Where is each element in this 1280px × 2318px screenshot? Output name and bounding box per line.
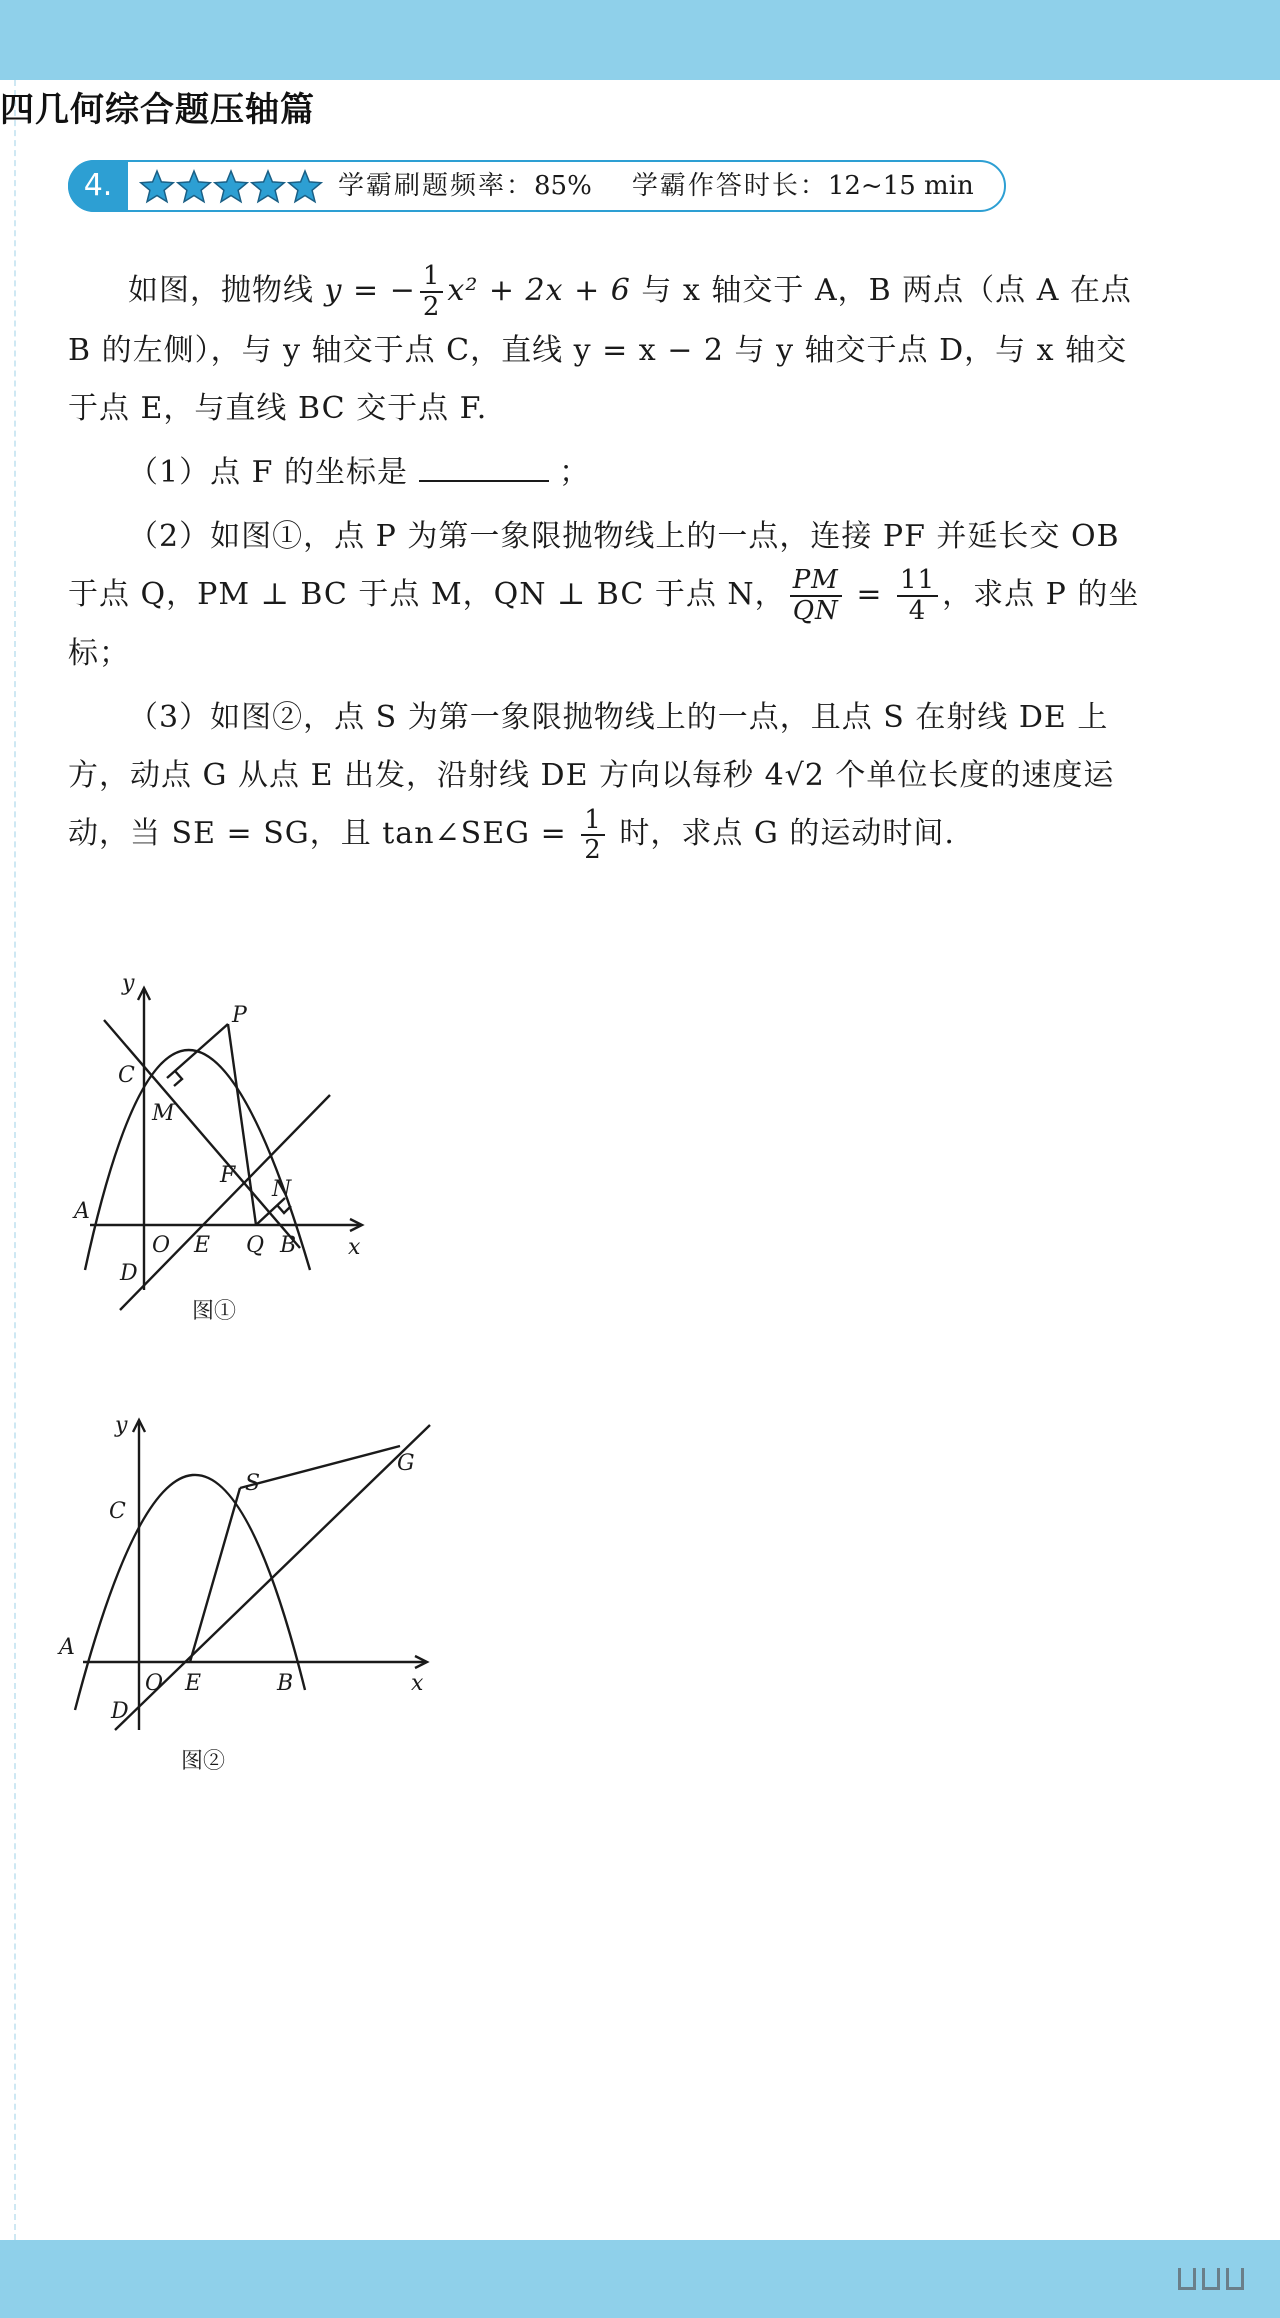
label-d: D <box>111 1699 129 1724</box>
freq-value: 85% <box>534 171 592 201</box>
label-m: M <box>152 1101 175 1126</box>
star-icon <box>141 171 173 202</box>
label-x: x <box>348 1235 361 1260</box>
q3-text-a: （3）如图②，点 S 为第一象限抛物线上的一点，且点 S 在射线 DE 上方，动点 G 从点 E 出发，沿射线 DE 方向以每秒 4√2 个单位长度的速度运动，当 SE = SG，且 tan∠SEG = <box>68 700 1115 852</box>
q1-text: （1）点 F 的坐标是 <box>128 454 408 490</box>
label-f: F <box>220 1163 236 1188</box>
fraction-half-tan <box>581 806 605 865</box>
label-c: C <box>118 1063 135 1088</box>
label-c: C <box>109 1499 126 1524</box>
figure-2 <box>55 1400 455 1780</box>
line-de <box>120 1095 330 1310</box>
bracket-icon <box>1226 2268 1244 2290</box>
eq-mid: = − <box>342 273 416 308</box>
segment-pm <box>167 1024 228 1078</box>
label-y: y <box>122 971 135 996</box>
page-corner-icons <box>1172 2268 1244 2292</box>
frac-den: 2 <box>422 292 441 322</box>
star-icon <box>289 171 321 202</box>
label-g: G <box>397 1451 415 1476</box>
intro-text-b: 与 x 轴交于 A，B 两点（点 A 在点 B 的左侧），与 y 轴交于点 C，直线 y = x − 2 与 y 轴交于点 D，与 x 轴交于点 E，与直线 BC 交于点 F. <box>68 273 1132 426</box>
q2-text-a: （2）如图①，点 P 为第一象限抛物线上的一点，连接 PF 并延长交 OB 于点 Q，PM ⊥ BC 于点 M，QN ⊥ BC 于点 N， <box>68 518 1120 612</box>
freq-label: 学霸刷题频率： <box>338 171 535 201</box>
time-label: 学霸作答时长： <box>631 171 828 201</box>
frac-den: 2 <box>584 835 602 866</box>
fraction-pm-qn <box>790 566 842 625</box>
q1-end: ； <box>559 454 591 490</box>
label-y: y <box>115 1413 128 1438</box>
frac-den: QN <box>792 595 839 626</box>
label-b: B <box>277 1671 294 1696</box>
star-icon <box>215 171 247 202</box>
paragraph-q1 <box>68 444 1148 502</box>
figure-1-caption: 图① <box>192 1299 237 1324</box>
frac-num: 1 <box>581 806 605 837</box>
label-s: S <box>245 1471 261 1496</box>
figure-2-caption: 图② <box>181 1749 226 1774</box>
segment-se <box>190 1488 240 1662</box>
top-band <box>0 0 1280 80</box>
fraction-half <box>420 262 444 321</box>
figure-1 <box>60 960 400 1330</box>
bottom-band <box>0 2240 1280 2318</box>
problem-number: 4. <box>68 160 128 212</box>
label-n: N <box>272 1177 292 1202</box>
margin-rule <box>14 80 16 2240</box>
label-e: E <box>194 1233 211 1258</box>
frac-num: 11 <box>897 566 938 597</box>
label-b: B <box>280 1233 297 1258</box>
paragraph-q2 <box>68 508 1148 684</box>
label-a: A <box>74 1199 90 1224</box>
paragraph-intro <box>68 262 1148 438</box>
label-o: O <box>145 1671 164 1696</box>
q2-text-b: ，求点 P 的坐标； <box>68 576 1140 672</box>
problem-header <box>68 160 1006 212</box>
q2-eq: = <box>845 576 894 612</box>
label-q: Q <box>246 1233 265 1258</box>
frac-den: 4 <box>908 595 927 626</box>
answer-blank <box>419 452 549 482</box>
label-e: E <box>185 1671 202 1696</box>
bracket-icon <box>1178 2268 1196 2290</box>
segment-sg <box>240 1446 400 1488</box>
bracket-icon <box>1202 2268 1220 2290</box>
frac-num: 1 <box>420 262 444 293</box>
problem-meta <box>338 162 974 210</box>
fraction-11-4 <box>897 566 938 625</box>
time-value: 12~15 min <box>827 171 974 201</box>
label-a: A <box>59 1635 75 1660</box>
eq-rest: x² + 2x + 6 <box>447 273 631 308</box>
q3-text-b: 时，求点 G 的运动时间. <box>608 816 955 852</box>
chapter-title: 四几何综合题压轴篇 <box>0 90 315 130</box>
label-d: D <box>120 1261 138 1286</box>
problem-text <box>68 262 1148 871</box>
intro-text-a: 如图，抛物线 <box>128 273 325 308</box>
paragraph-q3 <box>68 689 1148 865</box>
difficulty-stars <box>138 168 328 208</box>
right-angle-m <box>174 1071 182 1086</box>
label-p: P <box>232 1003 247 1028</box>
label-x: x <box>411 1671 424 1696</box>
eq-lhs: y <box>324 273 343 308</box>
label-o: O <box>152 1233 171 1258</box>
star-icon <box>178 171 210 202</box>
star-icon <box>252 171 284 202</box>
frac-num: PM <box>790 566 842 597</box>
